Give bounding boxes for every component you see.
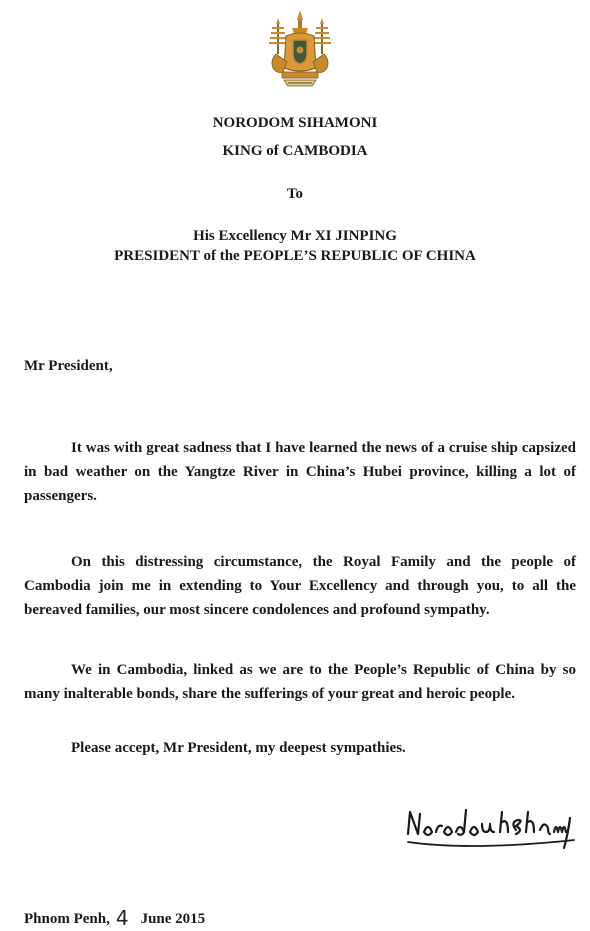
recipient-name: His Excellency Mr XI JINPING <box>193 228 397 244</box>
paragraph-2-text: On this distressing circumstance, the Royal Family and the people of Cambodia join me in extending to Your Excellency and through you, to all the bereaved families, our most sincere condolences and profound sympathy. <box>24 554 576 618</box>
paragraph-1-text: It was with great sadness that I have learned the news of a cruise ship capsized in bad weather on the Yangtze River in China’s Hubei province, killing a lot of passengers. <box>24 440 576 504</box>
salutation: Mr President, <box>24 358 113 374</box>
date-month-year: June 2015 <box>140 911 206 927</box>
date-place: Phnom Penh, <box>24 911 110 927</box>
paragraph-3-text: We in Cambodia, linked as we are to the People’s Republic of China by so many inalterable bonds, share the sufferings of your great and heroic people. <box>24 662 576 702</box>
signature-image <box>404 806 576 856</box>
recipient-title: PRESIDENT of the PEOPLE’S REPUBLIC OF CHINA <box>114 248 476 264</box>
date-line <box>24 904 205 928</box>
sender-name: NORODOM SIHAMONI <box>212 115 378 131</box>
paragraph-3 <box>24 658 576 706</box>
paragraph-1 <box>24 436 576 508</box>
royal-coat-of-arms-icon <box>262 8 338 90</box>
sender-title: KING of CAMBODIA <box>222 143 368 159</box>
date-day-handwritten: 4 <box>115 906 129 930</box>
paragraph-2 <box>24 550 576 622</box>
to-label: To <box>286 186 304 202</box>
closing-line: Please accept, Mr President, my deepest sympathies. <box>71 740 406 756</box>
